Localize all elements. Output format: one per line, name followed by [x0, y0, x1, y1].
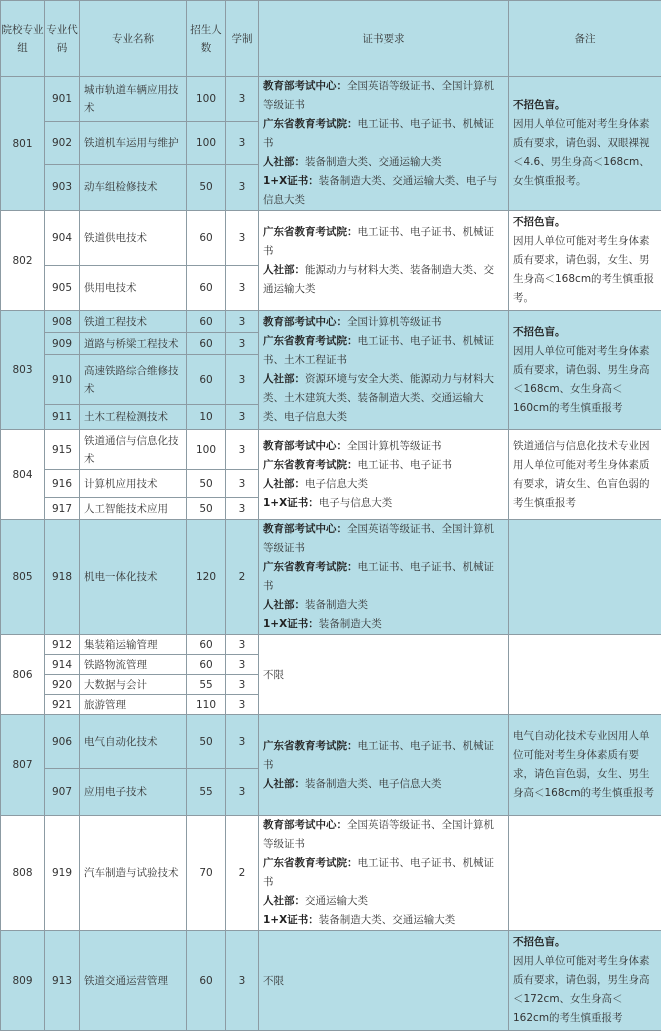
enroll-count: 60 — [187, 355, 226, 405]
major-code: 913 — [45, 931, 80, 1031]
major-name: 铁道供电技术 — [80, 211, 187, 266]
major-name: 动车组检修技术 — [80, 164, 187, 210]
enroll-count: 120 — [187, 520, 226, 635]
major-name: 电气自动化技术 — [80, 715, 187, 769]
major-name: 铁路物流管理 — [80, 655, 187, 675]
study-years: 3 — [226, 470, 259, 498]
major-code: 919 — [45, 816, 80, 931]
study-years: 3 — [226, 655, 259, 675]
major-name: 铁道机车运用与维护 — [80, 122, 187, 165]
header-count: 招生人数 — [187, 1, 226, 77]
group-cell: 808 — [1, 816, 45, 931]
study-years: 3 — [226, 931, 259, 1031]
header-code: 专业代码 — [45, 1, 80, 77]
enroll-count: 60 — [187, 266, 226, 311]
major-code: 914 — [45, 655, 80, 675]
cert-requirements: 教育部考试中心：全国英语等级证书、全国计算机等级证书 广东省教育考试院：电工证书、电子证书、机械证书 人社部：装备制造大类 1+X证书：装备制造大类 — [259, 520, 509, 635]
header-cert: 证书要求 — [259, 1, 509, 77]
study-years: 3 — [226, 715, 259, 769]
enroll-count: 50 — [187, 164, 226, 210]
table-row — [1, 311, 661, 333]
header-years: 学制 — [226, 1, 259, 77]
study-years: 3 — [226, 405, 259, 430]
major-code: 912 — [45, 635, 80, 655]
major-code: 920 — [45, 675, 80, 695]
enroll-count: 100 — [187, 77, 226, 122]
enroll-count: 60 — [187, 635, 226, 655]
header-note: 备注 — [509, 1, 661, 77]
major-code: 903 — [45, 164, 80, 210]
cert-requirements: 不限 — [259, 931, 509, 1031]
major-code: 908 — [45, 311, 80, 333]
cert-requirements: 教育部考试中心：全国计算机等级证书 广东省教育考试院：电工证书、电子证书、机械证书、土木工程证书 人社部：资源环境与安全大类、能源动力与材料大类、土木建筑大类、装备制造大类、交通运输大类、电子信息大类 — [259, 311, 509, 430]
enroll-count: 60 — [187, 333, 226, 355]
major-name: 道路与桥梁工程技术 — [80, 333, 187, 355]
study-years: 3 — [226, 430, 259, 470]
study-years: 3 — [226, 333, 259, 355]
enroll-count: 60 — [187, 211, 226, 266]
table-row — [1, 77, 661, 122]
major-code: 906 — [45, 715, 80, 769]
enroll-count: 60 — [187, 655, 226, 675]
table-row — [1, 211, 661, 266]
major-name: 供用电技术 — [80, 266, 187, 311]
major-code: 910 — [45, 355, 80, 405]
major-name: 计算机应用技术 — [80, 470, 187, 498]
group-cell: 807 — [1, 715, 45, 816]
table-row — [1, 816, 661, 931]
study-years: 3 — [226, 311, 259, 333]
major-code: 901 — [45, 77, 80, 122]
study-years: 2 — [226, 520, 259, 635]
enroll-count: 10 — [187, 405, 226, 430]
major-code: 916 — [45, 470, 80, 498]
major-name: 汽车制造与试验技术 — [80, 816, 187, 931]
cert-requirements: 教育部考试中心：全国计算机等级证书 广东省教育考试院：电工证书、电子证书 人社部：电子信息大类 1+X证书：电子与信息大类 — [259, 430, 509, 520]
study-years: 3 — [226, 635, 259, 655]
major-name: 集装箱运输管理 — [80, 635, 187, 655]
table-row — [1, 715, 661, 769]
study-years: 3 — [226, 164, 259, 210]
enroll-count: 100 — [187, 430, 226, 470]
remarks: 不招色盲。 因用人单位可能对考生身体素质有要求，请色弱，女生、男生身高＜168cm的考生慎重报考。 — [509, 211, 661, 311]
table-row — [1, 430, 661, 470]
group-cell: 801 — [1, 77, 45, 211]
major-code: 905 — [45, 266, 80, 311]
remarks: 铁道通信与信息化技术专业因用人单位可能对考生身体素质有要求，请女生、色盲色弱的考生慎重报考 — [509, 430, 661, 520]
study-years: 3 — [226, 675, 259, 695]
major-name: 高速铁路综合维修技术 — [80, 355, 187, 405]
major-name: 旅游管理 — [80, 695, 187, 715]
study-years: 3 — [226, 122, 259, 165]
enroll-count: 100 — [187, 122, 226, 165]
remarks — [509, 816, 661, 931]
study-years: 3 — [226, 355, 259, 405]
table-row — [1, 520, 661, 635]
study-years: 3 — [226, 769, 259, 816]
major-name: 铁道交通运营管理 — [80, 931, 187, 1031]
group-cell: 805 — [1, 520, 45, 635]
major-code: 907 — [45, 769, 80, 816]
major-code: 904 — [45, 211, 80, 266]
major-code: 909 — [45, 333, 80, 355]
cert-requirements: 教育部考试中心：全国英语等级证书、全国计算机等级证书 广东省教育考试院：电工证书、电子证书、机械证书 人社部：装备制造大类、交通运输大类 1+X证书：装备制造大类、交通运输大类、电子与信息大类 — [259, 77, 509, 211]
enroll-count: 55 — [187, 675, 226, 695]
enroll-count: 50 — [187, 498, 226, 520]
major-name: 应用电子技术 — [80, 769, 187, 816]
table-row — [1, 931, 661, 1031]
remarks — [509, 520, 661, 635]
major-name: 城市轨道车辆应用技术 — [80, 77, 187, 122]
major-code: 918 — [45, 520, 80, 635]
study-years: 3 — [226, 498, 259, 520]
remarks: 不招色盲。 因用人单位可能对考生身体素质有要求，请色弱，男生身高＜172cm、女生身高＜162cm的考生慎重报考 — [509, 931, 661, 1031]
major-code: 911 — [45, 405, 80, 430]
header-row — [1, 1, 661, 77]
cert-requirements: 教育部考试中心：全国英语等级证书、全国计算机等级证书 广东省教育考试院：电工证书、电子证书、机械证书 人社部：交通运输大类 1+X证书：装备制造大类、交通运输大类 — [259, 816, 509, 931]
group-cell: 806 — [1, 635, 45, 715]
major-name: 人工智能技术应用 — [80, 498, 187, 520]
remarks: 不招色盲。 因用人单位可能对考生身体素质有要求，请色弱、男生身高＜168cm、女生身高＜160cm的考生慎重报考 — [509, 311, 661, 430]
group-cell: 802 — [1, 211, 45, 311]
major-code: 921 — [45, 695, 80, 715]
group-cell: 804 — [1, 430, 45, 520]
remarks — [509, 635, 661, 715]
remarks: 电气自动化技术专业因用人单位可能对考生身体素质有要求，请色盲色弱，女生、男生身高＜168cm的考生慎重报考 — [509, 715, 661, 816]
remarks: 不招色盲。 因用人单位可能对考生身体素质有要求，请色弱、双眼裸视＜4.6、男生身高＜168cm、女生慎重报考。 — [509, 77, 661, 211]
major-code: 902 — [45, 122, 80, 165]
enroll-count: 60 — [187, 931, 226, 1031]
major-code: 917 — [45, 498, 80, 520]
enroll-count: 110 — [187, 695, 226, 715]
major-name: 铁道通信与信息化技术 — [80, 430, 187, 470]
header-group: 院校专业组 — [1, 1, 45, 77]
enroll-count: 50 — [187, 470, 226, 498]
enroll-count: 50 — [187, 715, 226, 769]
header-name: 专业名称 — [80, 1, 187, 77]
cert-requirements: 不限 — [259, 635, 509, 715]
study-years: 2 — [226, 816, 259, 931]
major-name: 土木工程检测技术 — [80, 405, 187, 430]
major-name: 机电一体化技术 — [80, 520, 187, 635]
group-cell: 803 — [1, 311, 45, 430]
table-row — [1, 635, 661, 655]
group-cell: 809 — [1, 931, 45, 1031]
enroll-count: 55 — [187, 769, 226, 816]
study-years: 3 — [226, 211, 259, 266]
enroll-count: 70 — [187, 816, 226, 931]
study-years: 3 — [226, 266, 259, 311]
study-years: 3 — [226, 695, 259, 715]
cert-requirements: 广东省教育考试院：电工证书、电子证书、机械证书 人社部：装备制造大类、电子信息大类 — [259, 715, 509, 816]
cert-requirements: 广东省教育考试院：电工证书、电子证书、机械证书 人社部：能源动力与材料大类、装备制造大类、交通运输大类 — [259, 211, 509, 311]
major-code: 915 — [45, 430, 80, 470]
major-name: 大数据与会计 — [80, 675, 187, 695]
enroll-count: 60 — [187, 311, 226, 333]
study-years: 3 — [226, 77, 259, 122]
major-name: 铁道工程技术 — [80, 311, 187, 333]
